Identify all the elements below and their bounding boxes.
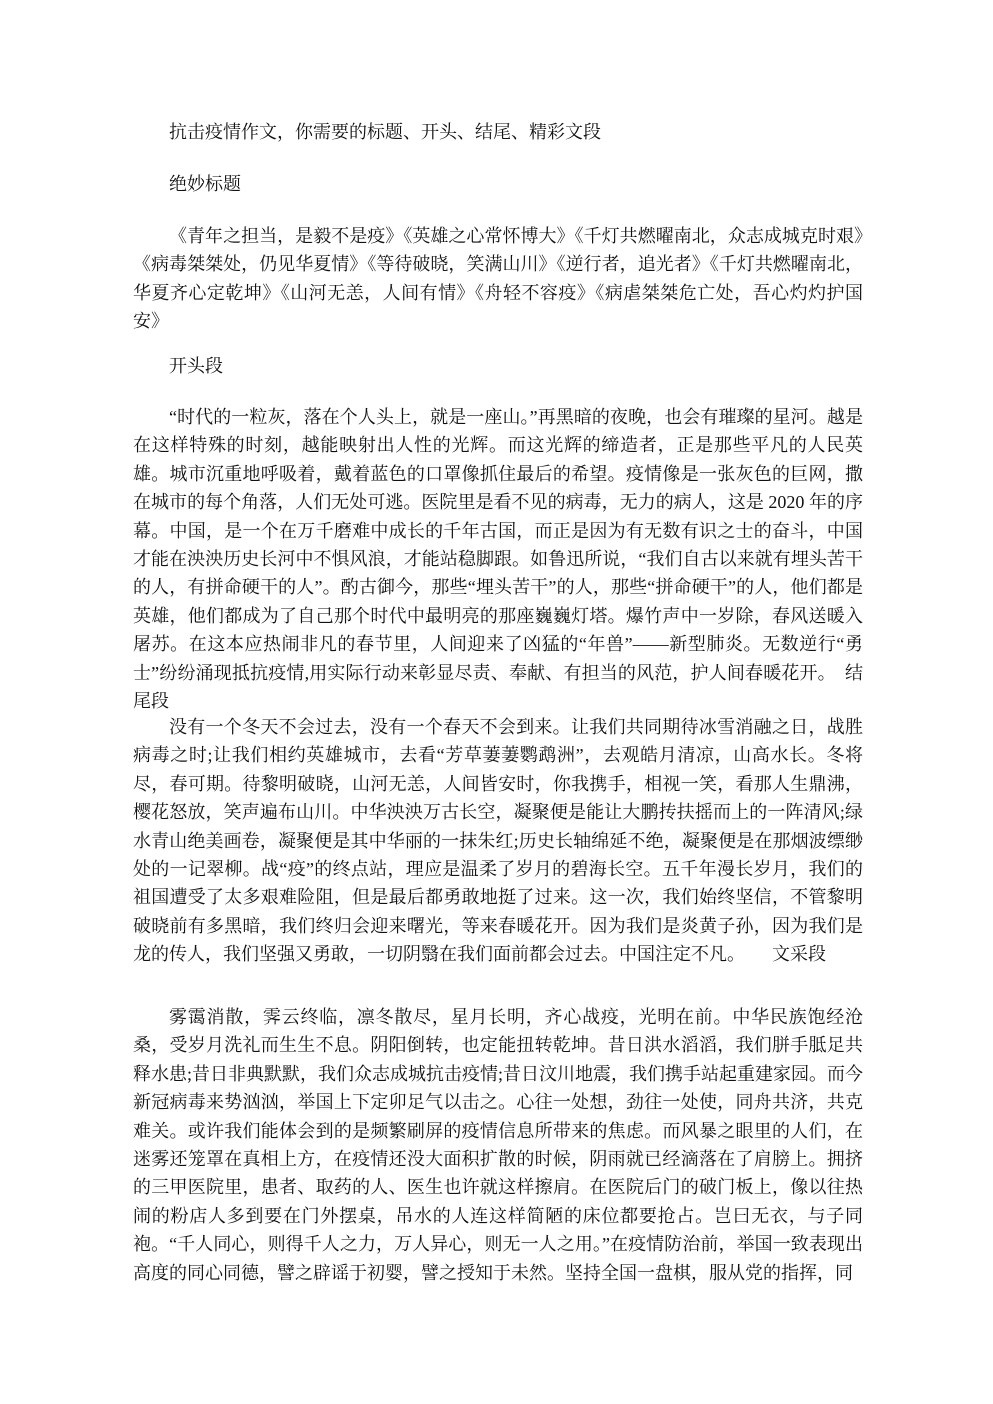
heading-opening-section: 开头段 bbox=[169, 356, 223, 376]
titles-list-paragraph: 《青年之担当，是毅不是疫》《英雄之心常怀博大》《千灯共燃曜南北，众志成城克时艰》《病毒桀桀处，仍见华夏情》《等待破晓，笑满山川》《逆行者，追光者》《千灯共燃曜南北，华夏齐心定乾坤》《山河无恙，人间有情》《舟轻不容疫》《病虐桀桀危亡处，吾心灼灼护国安》 bbox=[133, 226, 863, 332]
literary-section-paragraph: 雾霭消散，霁云终临，凛冬散尽，星月长明，齐心战疫，光明在前。中华民族饱经沧桑，受岁月洗礼而生生不息。阴阳倒转，也定能扭转乾坤。昔日洪水滔滔，我们胼手胝足共释水患;昔日非典默默，我们众志成城抗击疫情;昔日汶川地震，我们携手站起重建家园。而今新冠病毒来势汹汹，举国上下定卯足气以击之。心往一处想，劲往一处使，同舟共济，共克难关。或许我们能体会到的是频繁刷屏的疫情信息所带来的焦虑。而风暴之眼里的人们，在迷雾还笼罩在真相上方，在疫情还没大面积扩散的时候，阴雨就已经滴落在了肩膀上。拥挤的三甲医院里，患者、取药的人、医生也许就这样擦肩。在医院后门的破门板上，像以往热闹的粉店人多到要在门外摆桌，吊水的人连这样简陋的床位都要抢占。岂曰无衣，与子同袍。“千人同心，则得千人之力，万人异心，则无一人之用。”在疫情防治前，举国一致表现出高度的同心同德，譬之辟谣于初婴，譬之授知于未然。坚持全国一盘棋，服从党的指挥，同 bbox=[133, 1007, 863, 1283]
heading-best-titles: 绝妙标题 bbox=[169, 174, 241, 194]
document-title: 抗击疫情作文，你需要的标题、开头、结尾、精彩文段 bbox=[169, 122, 601, 142]
opening-section-paragraph: “时代的一粒灰，落在个人头上，就是一座山。”再黑暗的夜晚，也会有璀璨的星河。越是在这样特殊的时刻，越能映射出人性的光辉。而这光辉的缔造者，正是那些平凡的人民英雄。城市沉重地呼吸着，戴着蓝色的口罩像抓住最后的希望。疫情像是一张灰色的巨网，撒在城市的每个角落，人们无处可逃。医院里是看不见的病毒，无力的病人，这是 2020 年的序幕。中国，是一个在万千磨难中成长的千年古国，而正是因为有无数有识之士的奋斗，中国才能在泱泱历史长河中不惧风浪，才能站稳脚跟。如鲁迅所说，“我们自古以来就有埋头苦干的人，有拼命硬干的人”。酌古御今，那些“埋头苦干”的人，那些“拼命硬干”的人，他们都是英雄，他们都成为了自己那个时代中最明亮的那座巍巍灯塔。爆竹声中一岁除，春风送暖入屠苏。在这本应热闹非凡的春节里，人间迎来了凶猛的“年兽”——新型肺炎。无数逆行“勇士”纷纷涌现抵抗疫情,用实际行动来彰显尽责、奉献、有担当的风范，护人间春暖花开。 结 尾段 bbox=[133, 407, 868, 712]
closing-section-paragraph: 没有一个冬天不会过去，没有一个春天不会到来。让我们共同期待冰雪消融之日，战胜病毒之时;让我们相约英雄城市，去看“芳草萋萋鹦鹉洲”，去观皓月清凉，山高水长。冬将尽，春可期。待黎明破晓，山河无恙，人间皆安时，你我携手，相视一笑，看那人生鼎沸，樱花怒放，笑声遍布山川。中华泱泱万古长空，凝聚便是能让大鹏抟扶摇而上的一阵清风;绿水青山绝美画卷，凝聚便是其中华丽的一抹朱红;历史长轴绵延不绝，凝聚便是在那烟波缥缈处的一记翠柳。战“疫”的终点站，理应是温柔了岁月的碧海长空。五千年漫长岁月，我们的祖国遭受了太多艰难险阻，但是最后都勇敢地挺了过来。这一次，我们始终坚信，不管黎明破晓前有多黑暗，我们终归会迎来曙光，等来春暖花开。因为我们是炎黄子孙，因为我们是龙的传人，我们坚强又勇敢，一切阴翳在我们面前都会过去。中国注定不凡。 文采段 bbox=[133, 717, 863, 965]
